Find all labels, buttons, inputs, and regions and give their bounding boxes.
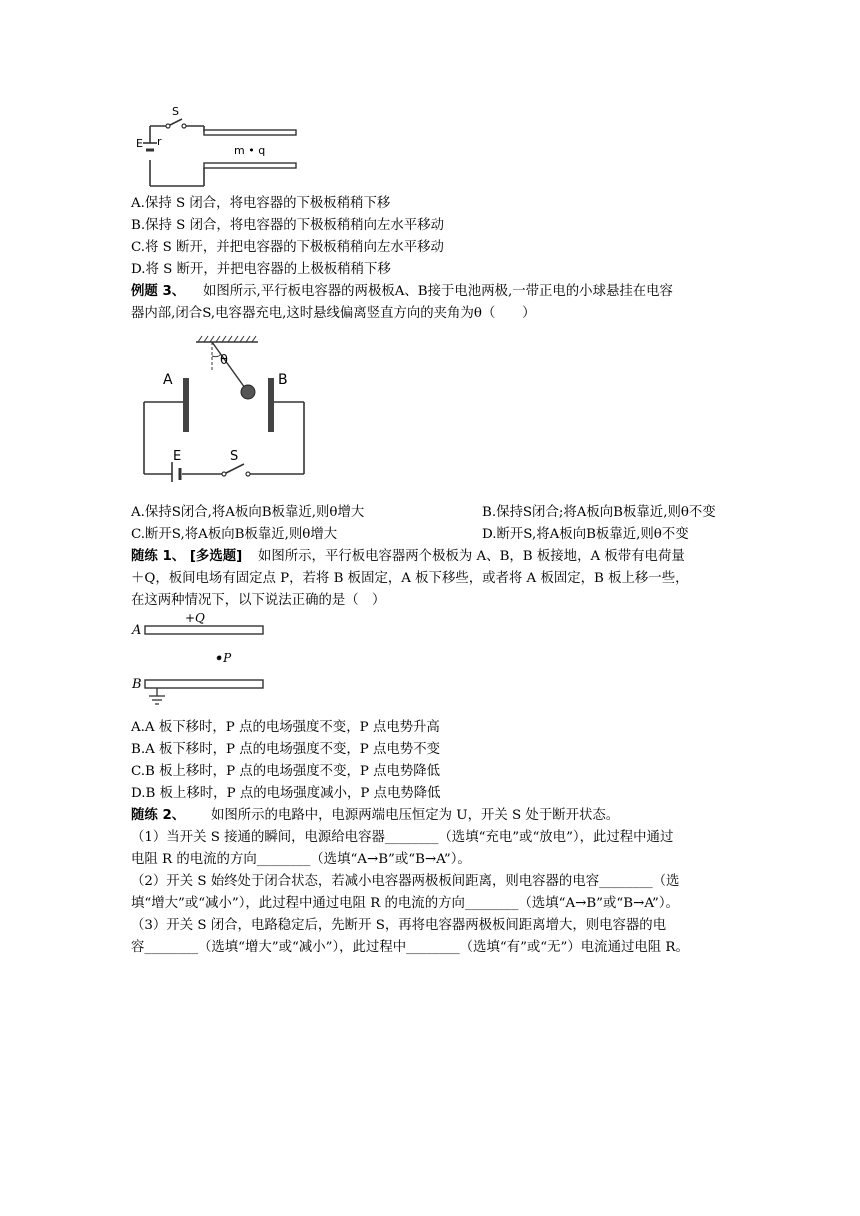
practice1-option-c: C.B 板上移时，P 点的电场强度不变，P 点电势降低 [131,764,441,779]
practice2-heading: 随练 2、 [131,808,186,823]
practice1-stem-line2: ＋Q，板间电场有固定点 P，若将 B 板固定，A 板下移些，或者将 A 板固定，B 板上移一些， [131,571,689,586]
fig1-emf-label: E [136,137,143,150]
example3-option-c: C.断开S,将A板向B板靠近,则θ增大 [131,527,338,542]
fig2-theta-label: θ [220,353,228,368]
example3-option-a: A.保持S闭合,将A板向B板靠近,则θ增大 [131,505,365,520]
figure-grounded-plates [131,610,271,710]
fig2-emf-label: E [173,449,182,464]
fig1-resistance-label: r [157,135,162,148]
practice2-line2: 电阻 R 的电流的方向________（选填“A→B”或“B→A”）。 [131,852,471,867]
fig2-switch-label: S [230,449,239,464]
figure-pendulum-capacitor [138,334,313,482]
fig2-plate-b-label: B [278,372,288,388]
example3-stem-line2: 器内部,闭合S,电容器充电,这时悬线偏离竖直方向的夹角为θ（ ） [131,306,536,321]
practice2-line1: （1）当开关 S 接通的瞬间，电源给电容器________（选填“充电”或“放电”），此过程中通过 [131,830,674,845]
example3-option-b: B.保持S闭合;将A板向B板靠近,则θ不变 [482,505,716,520]
practice1-option-b: B.A 板下移时，P 点的电场强度不变，P 点电势不变 [131,742,440,757]
practice1-stem-line1: 如图所示，平行板电容器两个极板为 A、B，B 板接地，A 板带有电荷量 [258,549,685,564]
q-prev-option-b: B.保持 S 闭合，将电容器的下极板稍稍向左水平移动 [131,218,444,233]
practice1-stem-line3: 在这两种情况下，以下说法正确的是（ ） [131,593,386,608]
example3-heading: 例题 3、 [131,284,186,299]
fig3-plate-b-label: B [132,677,142,692]
practice2-line6: 容________（选填“增大”或“减小”），此过程中________（选填“有”或“无”）电流通过电阻 R。 [131,940,689,955]
practice2-stem: 如图所示的电路中，电源两端电压恒定为 U，开关 S 处于断开状态。 [211,808,620,823]
figure-capacitor-circuit [130,100,300,192]
q-prev-option-c: C.将 S 断开，并把电容器的下极板稍稍向左水平移动 [131,240,444,255]
fig3-plate-a-label: A [132,623,142,638]
practice1-option-d: D.B 板上移时，P 点的电场强度减小，P 点电势降低 [131,786,441,801]
practice2-line3: （2）开关 S 始终处于闭合状态，若减小电容器两极板间距离，则电容器的电容________（选 [131,874,680,889]
q-prev-option-d: D.将 S 断开，并把电容器的上极板稍稍下移 [131,262,391,277]
fig3-point-p-label: •P [216,651,232,665]
fig3-charge-label: +Q [185,611,205,625]
example3-stem-line1: 如图所示,平行板电容器的两极板A、B接于电池两极,一带正电的小球悬挂在电容 [203,284,673,299]
practice2-line5: （3）开关 S 闭合，电路稳定后，先断开 S，再将电容器两极板间距离增大，则电容器的电 [131,918,667,933]
practice1-heading: 随练 1、 [多选题] [131,549,243,564]
fig1-charge-label: m • q [234,144,266,157]
q-prev-option-a: A.保持 S 闭合，将电容器的下极板稍稍下移 [131,196,391,211]
fig2-plate-a-label: A [163,372,173,388]
practice2-line4: 填“增大”或“减小”），此过程中通过电阻 R 的电流的方向________（选填“A→B”或“B→A”）。 [131,896,679,911]
example3-option-d: D.断开S,将A板向B板靠近,则θ不变 [482,527,689,542]
fig1-switch-label: S [172,105,179,118]
practice1-option-a: A.A 板下移时，P 点的电场强度不变，P 点电势升高 [131,720,440,735]
